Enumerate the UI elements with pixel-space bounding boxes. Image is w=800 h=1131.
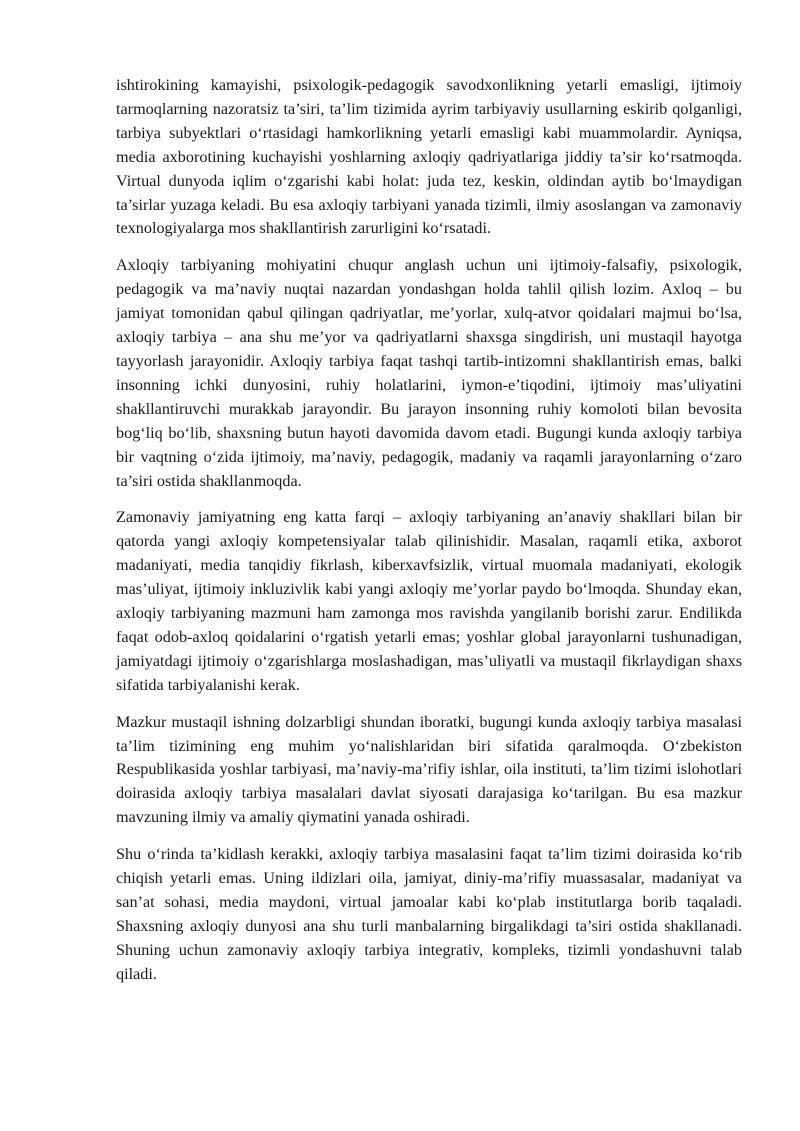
document-page <box>116 74 742 1000</box>
paragraph-4: Mazkur mustaqil ishning dolzarbligi shundan iboratki, bugungi kunda axloqiy tarbiya masalasi ta’lim tizimining eng muhim yo‘nalishlaridan biri sifatida qaralmoqda. O‘zbekiston Respublikasida yoshlar tarbiyasi, ma’naviy-ma’rifiy ishlar, oila instituti, ta’lim tizimi islohotlari doirasida axloqiy tarbiya masalalari davlat siyosati darajasiga ko‘tarilgan. Bu esa mazkur mavzuning ilmiy va amaliy qiymatini yanada oshiradi. <box>116 712 742 827</box>
paragraph-2: Axloqiy tarbiyaning mohiyatini chuqur anglash uchun uni ijtimoiy-falsafiy, psixologik, pedagogik va ma’naviy nuqtai nazardan yondashgan holda tahlil qilish lozim. Axloq – bu jamiyat tomonidan qabul qilingan qadriyatlar, me’yorlar, xulq-atvor qoidalari majmui bo‘lsa, axloqiy tarbiya – ana shu me’yor va qadriyatlarni shaxsga singdirish, uni mustaqil hayotga tayyorlash jarayonidir. Axloqiy tarbiya faqat tashqi tartib-intizomni shakllantirish emas, balki insonning ichki dunyosini, ruhiy holatlarini, iymon-e’tiqodini, ijtimoiy mas’uliyatini shakllantiruvchi murakkab jarayondir. Bu jarayon insonning ruhiy komoloti bilan bevosita bog‘liq bo‘lib, shaxsning butun hayoti davomida davom etadi. Bugungi kunda axloqiy tarbiya bir vaqtning o‘zida ijtimoiy, ma’naviy, pedagogik, madaniy va raqamli jarayonlarning o‘zaro ta’siri ostida shakllanmoqda. <box>116 256 742 490</box>
paragraph-5: Shu o‘rinda ta’kidlash kerakki, axloqiy tarbiya masalasini faqat ta’lim tizimi doirasida ko‘rib chiqish yetarli emas. Uning ildizlari oila, jamiyat, diniy-ma’rifiy muassasalar, madaniyat va san’at sohasi, media maydoni, virtual jamoalar kabi ko‘plab institutlarga borib taqaladi. Shaxsning axloqiy dunyosi ana shu turli manbalarning birgalikdagi ta’siri ostida shakllanadi. Shuning uchun zamonaviy axloqiy tarbiya integrativ, kompleks, tizimli yondashuvni talab qiladi. <box>116 845 742 983</box>
paragraph-3: Zamonaviy jamiyatning eng katta farqi – axloqiy tarbiyaning an’anaviy shakllari bilan bir qatorda yangi axloqiy kompetensiyalar talab qilinishidir. Masalan, raqamli etika, axborot madaniyati, media tanqidiy fikrlash, kiberxavfsizlik, virtual muomala madaniyati, ekologik mas’uliyat, ijtimoiy inkluzivlik kabi yangi axloqiy me’yorlar paydo bo‘lmoqda. Shunday ekan, axloqiy tarbiyaning mazmuni ham zamonga mos ravishda yangilanib borishi zarur. Endilikda faqat odob-axloq qoidalarini o‘rgatish yetarli emas; yoshlar global jarayonlarni tushunadigan, jamiyatdagi ijtimoiy o‘zgarishlarga moslashadigan, mas’uliyatli va mustaqil fikrlaydigan shaxs sifatida tarbiyalanishi kerak. <box>116 508 742 694</box>
paragraph-1: ishtirokining kamayishi, psixologik-pedagogik savodxonlikning yetarli emasligi, ijtimoiy tarmoqlarning nazoratsiz ta’siri, ta’lim tizimida ayrim tarbiyaviy usullarning eskirib qolganligi, tarbiya subyektlari o‘rtasidagi hamkorlikning yetarli emasligi kabi muammolardir. Ayniqsa, media axborotining kuchayishi yoshlarning axloqiy qadriyatlariga jiddiy ta’sir ko‘rsatmoqda. Virtual dunyoda iqlim o‘zgarishi kabi holat: juda tez, keskin, oldindan aytib bo‘lmaydigan ta’sirlar yuzaga keladi. Bu esa axloqiy tarbiyani yanada tizimli, ilmiy asoslangan va zamonaviy texnologiyalarga mos shakllantirish zarurligini ko‘rsatadi. <box>116 76 742 238</box>
